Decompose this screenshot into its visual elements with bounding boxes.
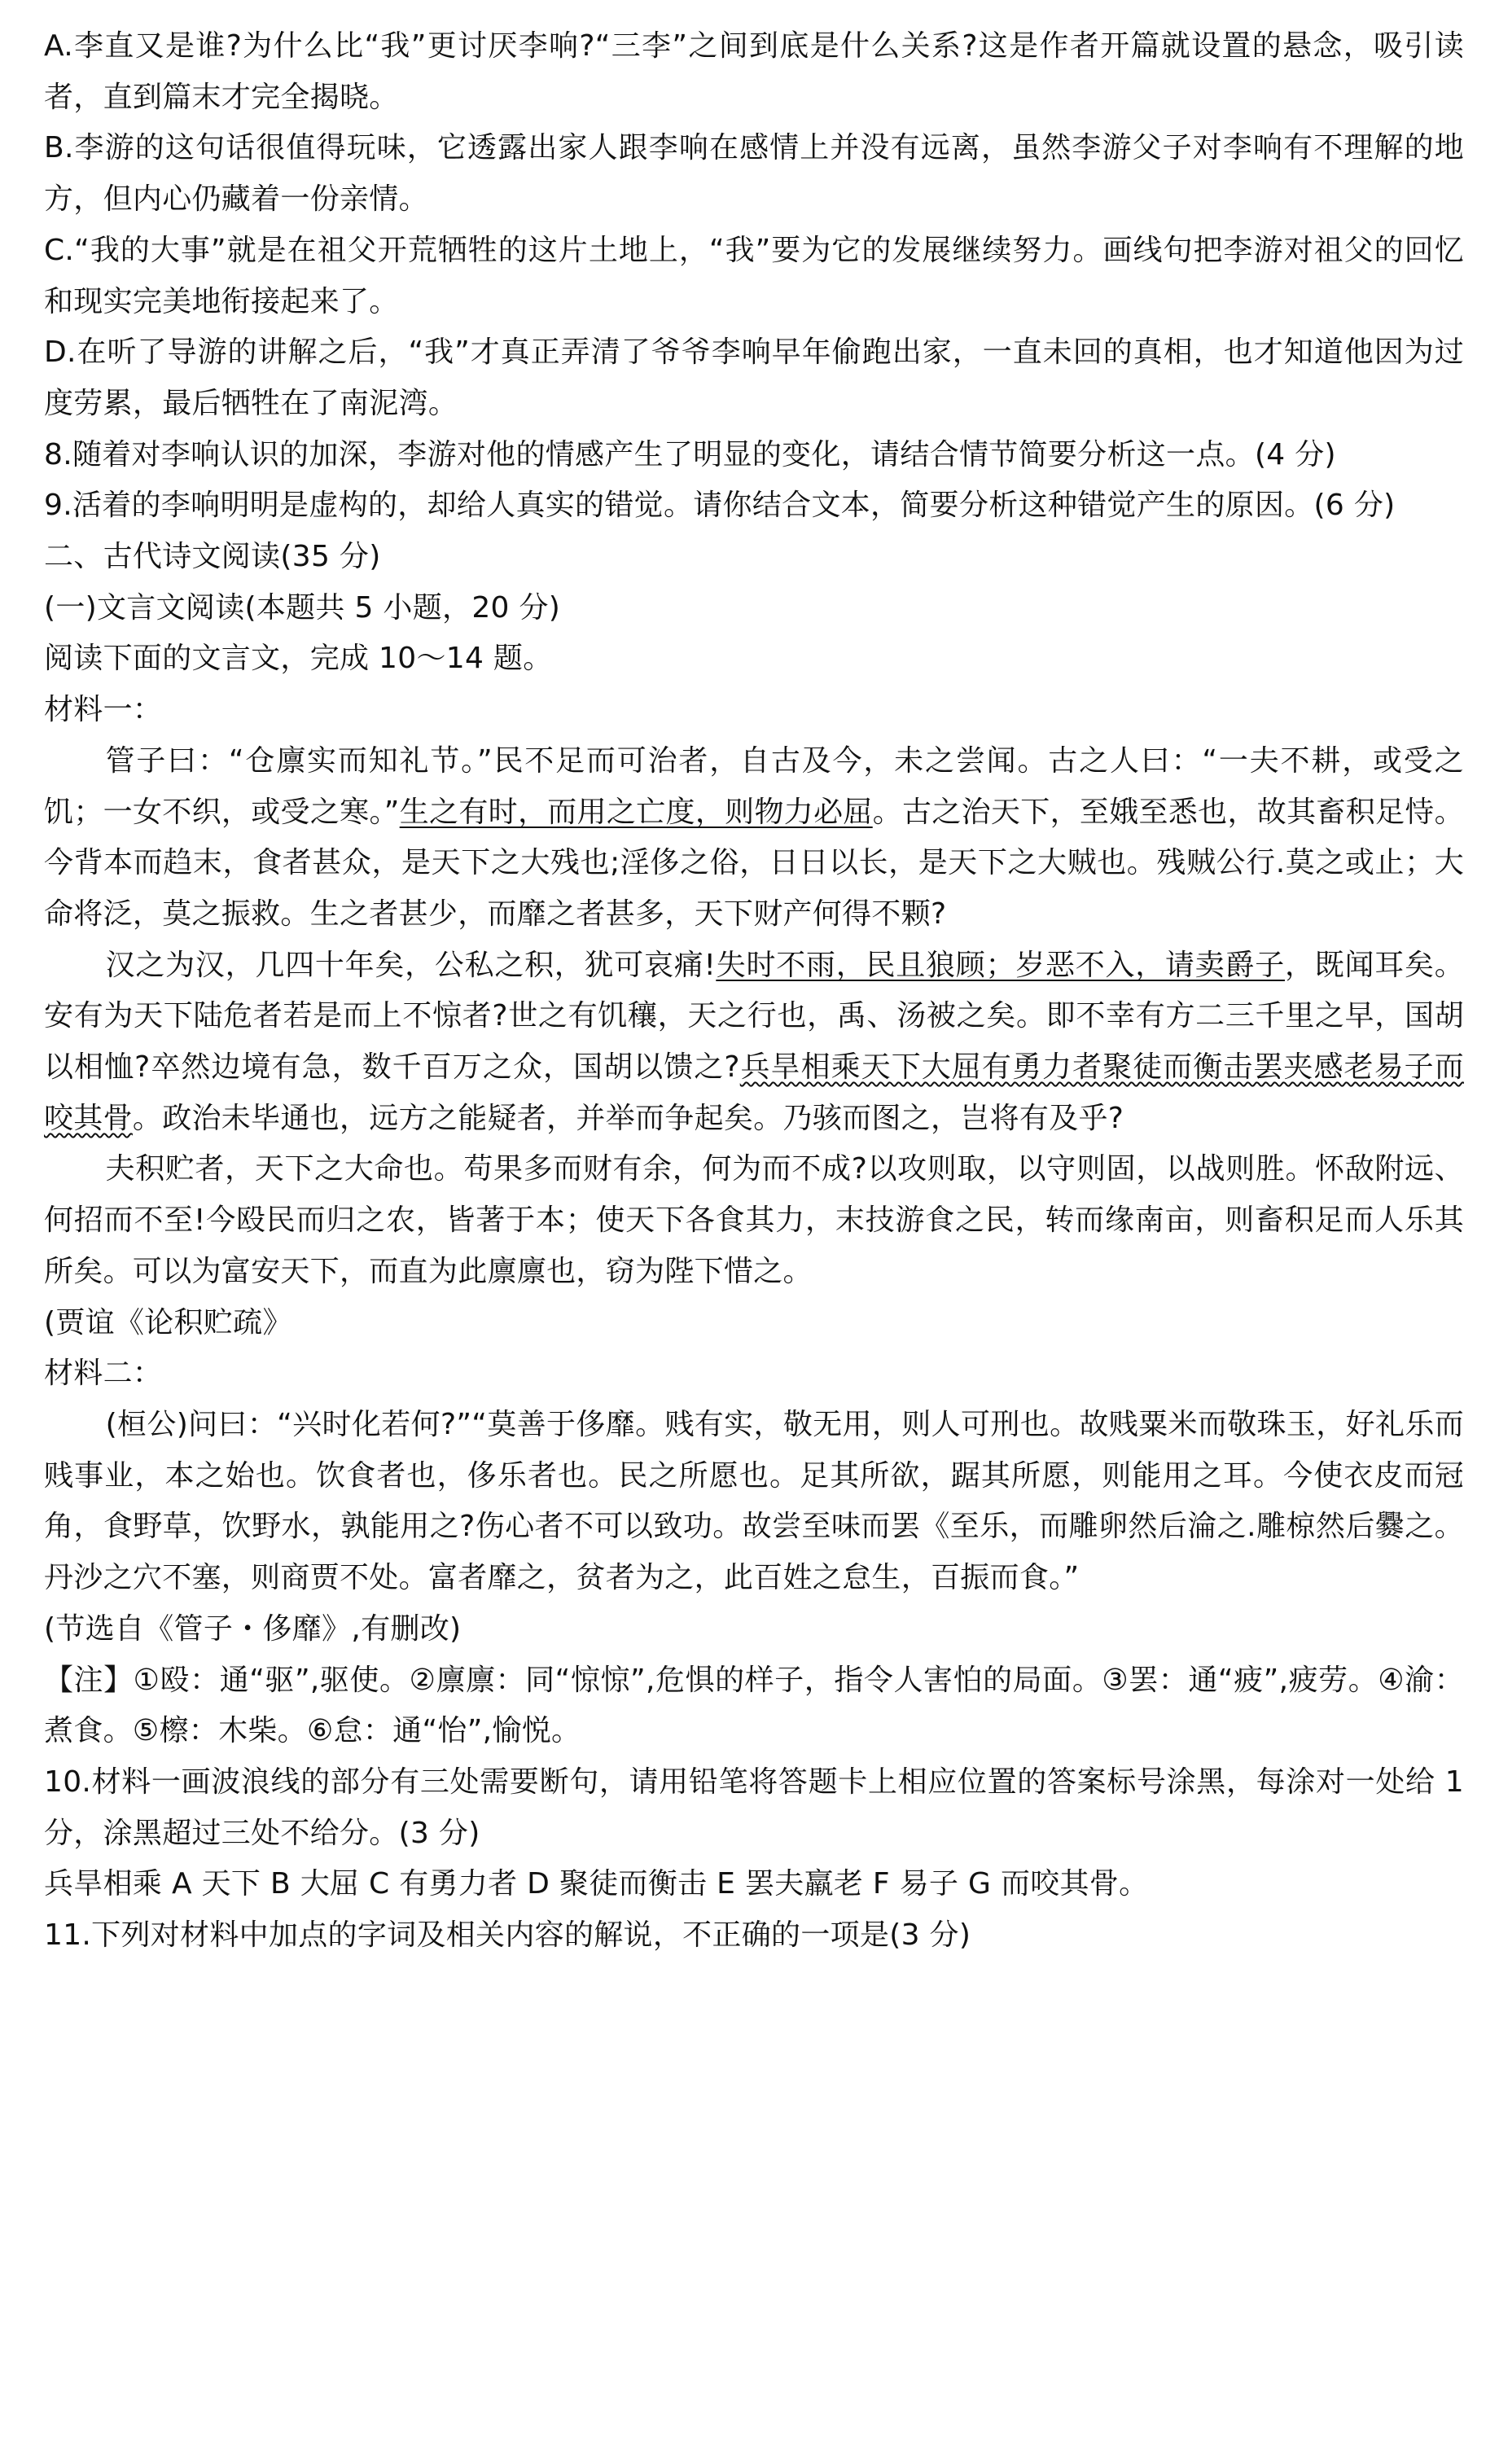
m1-p2-wavy-underlined: 兵旱相乘天下大屈有勇力者聚徒而衡击罢夹感老易子而咬其骨 bbox=[44, 1050, 1464, 1135]
m1-p2-text-b: ，既闻耳矣。安有为天下陆危者若是而上不惊者?世之有饥穰，天之行也，禹、汤被之矣。即不幸有方二三千里之早，国胡以相恤?卒然边境有急，数千百万之众，国胡以馈之? bbox=[44, 948, 1465, 1085]
question-10: 10.材料一画波浪线的部分有三处需要断句，请用铅笔将答题卡上相应位置的答案标号涂黑，每涂对一处给 1 分，涂黑超过三处不给分。(3 分) bbox=[44, 1765, 1464, 1850]
q7-option-b: B.李游的这句话很值得玩味，它透露出家人跟李响在感情上并没有远离，虽然李游父子对李响有不理解的地方，但内心仍藏着一份亲情。 bbox=[44, 131, 1464, 217]
material-2-source: (节选自《管子・侈靡》,有删改) bbox=[44, 1611, 462, 1646]
question-8: 8.随着对李响认识的加深，李游对他的情感产生了明显的变化，请结合情节简要分析这一点。(4 分) bbox=[44, 437, 1336, 471]
m1-p1-underlined: 生之有时，而用之亡度，则物力必屈 bbox=[399, 795, 873, 829]
material-1-paragraph-1 bbox=[44, 736, 1464, 940]
question-10-options: 兵旱相乘 A 天下 B 大屈 C 有勇力者 D 聚徒而衡击 E 罢夫羸老 F 易子 G 而咬其骨。 bbox=[44, 1867, 1149, 1901]
material-2-paragraph-1: (桓公)问曰：“兴时化若何?”“莫善于侈靡。贱有实，敬无用，则人可刑也。故贱粟米而敬珠玉，好礼乐而贱事业，本之始也。饮食者也，侈乐者也。民之所愿也。足其所欲，踞其所愿，则能用之耳。今使衣皮而冠角，食野草，饮野水，孰能用之?伤心者不可以致功。故尝至味而罢《至乐，而雕卵然后淪之.雕椋然后爨之。丹沙之穴不塞，则商贾不处。富者靡之，贫者为之，此百姓之怠生，百振而食。” bbox=[44, 1407, 1464, 1595]
material-1-label: 材料一： bbox=[44, 693, 163, 727]
q7-option-d: D.在听了导游的讲解之后，“我”才真正弄清了爷爷李响早年偷跑出家，一直未回的真相，也才知道他因为过度劳累，最后牺牲在了南泥湾。 bbox=[44, 335, 1464, 420]
m1-p1-text-a: 管子曰：“仓廪实而知礼节。”民不足而可治者，自古及今，未之尝闻。古之人曰：“一夫不耕，或受之饥；一女不织，或受之寒。” bbox=[44, 743, 1464, 829]
question-9: 9.活着的李响明明是虚构的，却给人真实的错觉。请你结合文本，简要分析这种错觉产生的原因。(6 分) bbox=[44, 489, 1396, 523]
material-1-paragraph-3: 夫积贮者，天下之大命也。苟果多而财有余，何为而不成?以攻则取，以守则固，以战则胜。怀敌附远、何招而不至!今殴民而归之农，皆著于本；使天下各食其力，末技游食之民，转而缘南亩，则畜积足而人乐其所矣。可以为富安天下，而直为此廪廪也，窃为陛下惜之。 bbox=[44, 1152, 1464, 1288]
annotation-note: 【注】①殴：通“驱”,驱使。②廪廪：同“惊惊”,危惧的样子，指令人害怕的局面。③罢：通“疲”,疲劳。④渝：煮食。⑤檫：木柴。⑥怠：通“怡”,愉悦。 bbox=[44, 1663, 1464, 1748]
m1-p2-text-c: 。政治未毕通也，远方之能疑者，并举而争起矣。乃骇而图之，岂将有及乎? bbox=[132, 1101, 1124, 1135]
material-1-paragraph-2 bbox=[44, 940, 1464, 1145]
reading-instruction: 阅读下面的文言文，完成 10～14 题。 bbox=[44, 642, 553, 676]
subsection-1-title: (一)文言文阅读(本题共 5 小题，20 分) bbox=[44, 590, 561, 625]
q7-option-c: C.“我的大事”就是在祖父开荒牺牲的这片土地上，“我”要为它的发展继续努力。画线句把李游对祖父的回忆和现实完美地衔接起来了。 bbox=[44, 233, 1464, 318]
m1-p1-text-b: 。古之治天下，至娥至悉也，故其畜积足恃。今背本而趋末，食者甚众，是天下之大残也;淫侈之俗，日日以长，是天下之大贼也。残贼公行.莫之或止；大命将泛，莫之振救。生之者甚少，而靡之者甚多，天下财产何得不颗? bbox=[44, 795, 1464, 931]
section-2-title: 二、古代诗文阅读(35 分) bbox=[44, 540, 381, 574]
q7-option-a: A.李直又是谁?为什么比“我”更讨厌李响?“三李”之间到底是什么关系?这是作者开篇就设置的悬念，吸引读者，直到篇末才完全揭晓。 bbox=[44, 29, 1464, 114]
question-11: 11.下列对材料中加点的字词及相关内容的解说，不正确的一项是(3 分) bbox=[44, 1918, 971, 1953]
material-1-source: (贾谊《论积贮疏》 bbox=[44, 1305, 292, 1339]
m1-p2-underlined: 失时不雨，民且狼顾；岁恶不入，请卖爵子 bbox=[716, 948, 1285, 982]
m1-p2-text-a: 汉之为汉，几四十年矣，公私之积，犹可哀痛! bbox=[105, 948, 717, 982]
material-2-label: 材料二： bbox=[44, 1357, 163, 1391]
exam-page bbox=[44, 21, 1464, 1962]
